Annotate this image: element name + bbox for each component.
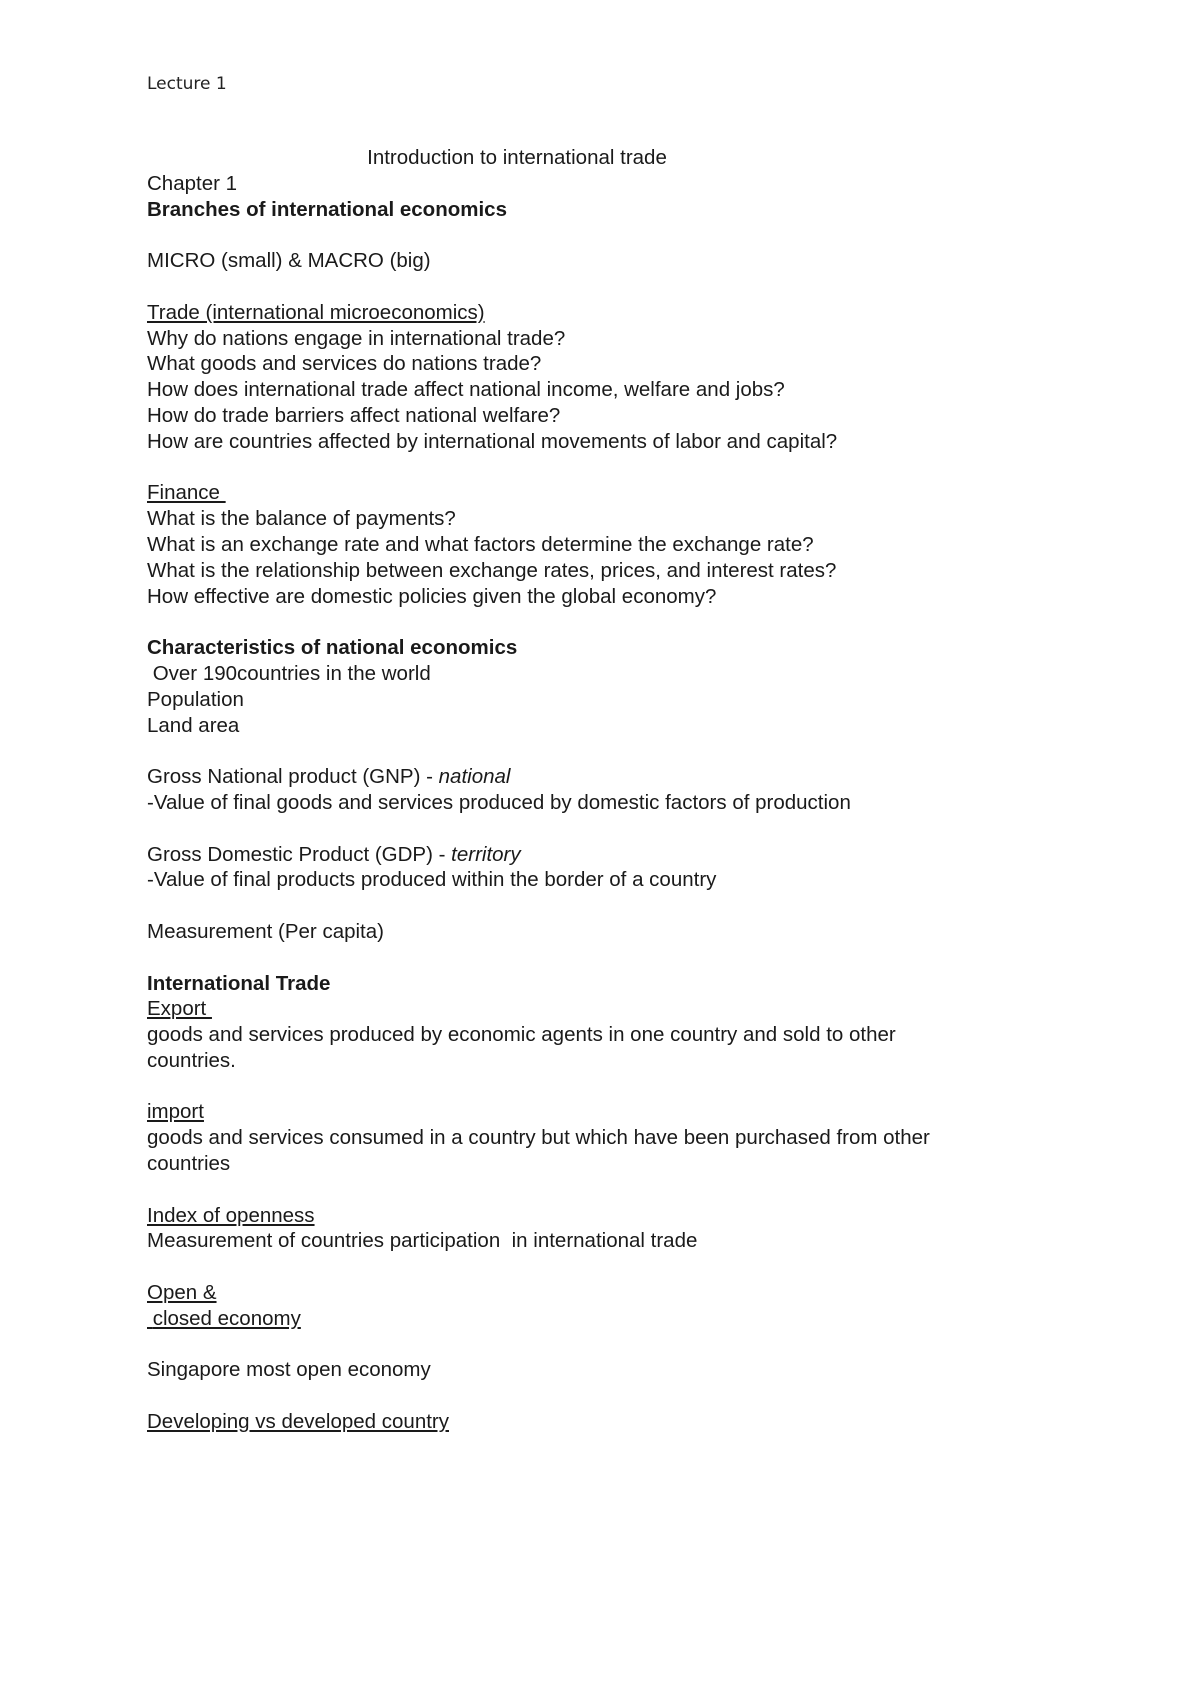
openness-label: Index of openness	[147, 1203, 315, 1227]
trade-question: How are countries affected by international movements of labor and capital?	[147, 429, 838, 453]
finance-question: What is an exchange rate and what factors determine the exchange rate?	[147, 532, 814, 556]
gdp-emphasis: territory	[451, 842, 521, 866]
open-economy-label: Open &	[147, 1281, 217, 1305]
characteristics-item: Land area	[147, 713, 240, 737]
spacer	[147, 1383, 1027, 1409]
micro-macro-line: MICRO (small) & MACRO (big)	[147, 249, 431, 273]
spacer	[147, 274, 1027, 300]
export-definition: goods and services produced by economic agents in one country and sold to other	[147, 1023, 896, 1047]
gnp-line	[147, 764, 1027, 790]
measurement-line: Measurement (Per capita)	[147, 919, 384, 943]
closed-economy-label: closed economy	[147, 1306, 301, 1330]
trade-question: How do trade barriers affect national welfare?	[147, 403, 561, 427]
spacer	[147, 1074, 1027, 1100]
document-title: Introduction to international trade	[367, 146, 667, 169]
import-definition-cont: countries	[147, 1152, 231, 1176]
spacer	[147, 1177, 1027, 1203]
finance-heading: Finance	[147, 481, 226, 505]
spacer	[147, 893, 1027, 919]
export-label: Export	[147, 997, 212, 1021]
import-label: import	[147, 1100, 204, 1124]
international-trade-heading: International Trade	[147, 971, 331, 995]
singapore-line: Singapore most open economy	[147, 1358, 431, 1382]
trade-question: What goods and services do nations trade?	[147, 352, 542, 376]
spacer	[147, 738, 1027, 764]
spacer	[147, 816, 1027, 842]
gdp-label: Gross Domestic Product (GDP) -	[147, 842, 452, 866]
spacer	[147, 222, 1027, 248]
finance-question: What is the balance of payments?	[147, 507, 456, 531]
openness-definition: Measurement of countries participation in international trade	[147, 1229, 698, 1253]
trade-question: Why do nations engage in international trade?	[147, 326, 566, 350]
finance-question: How effective are domestic policies given the global economy?	[147, 584, 717, 608]
spacer	[147, 1332, 1027, 1358]
trade-heading: Trade (international microeconomics)	[147, 300, 485, 324]
developing-label: Developing vs developed country	[147, 1410, 449, 1434]
spacer	[147, 1254, 1027, 1280]
branches-heading: Branches of international economics	[147, 197, 507, 221]
page-header: Lecture 1	[147, 74, 227, 94]
import-definition: goods and services consumed in a country but which have been purchased from other	[147, 1126, 930, 1150]
characteristics-heading: Characteristics of national economics	[147, 636, 518, 660]
finance-question: What is the relationship between exchange rates, prices, and interest rates?	[147, 558, 837, 582]
spacer	[147, 455, 1027, 481]
gnp-definition: -Value of final goods and services produced by domestic factors of production	[147, 790, 851, 814]
gdp-line	[147, 842, 1027, 868]
export-definition-cont: countries.	[147, 1048, 236, 1072]
trade-question: How does international trade affect national income, welfare and jobs?	[147, 378, 785, 402]
characteristics-item: Over 190countries in the world	[147, 661, 431, 685]
spacer	[147, 609, 1027, 635]
gdp-definition: -Value of final products produced within the border of a country	[147, 868, 717, 892]
spacer	[147, 945, 1027, 971]
gnp-emphasis: national	[438, 765, 511, 789]
characteristics-item: Population	[147, 687, 244, 711]
chapter-label: Chapter 1	[147, 171, 238, 195]
document-body	[147, 145, 1027, 1435]
gnp-label: Gross National product (GNP) -	[147, 765, 439, 789]
